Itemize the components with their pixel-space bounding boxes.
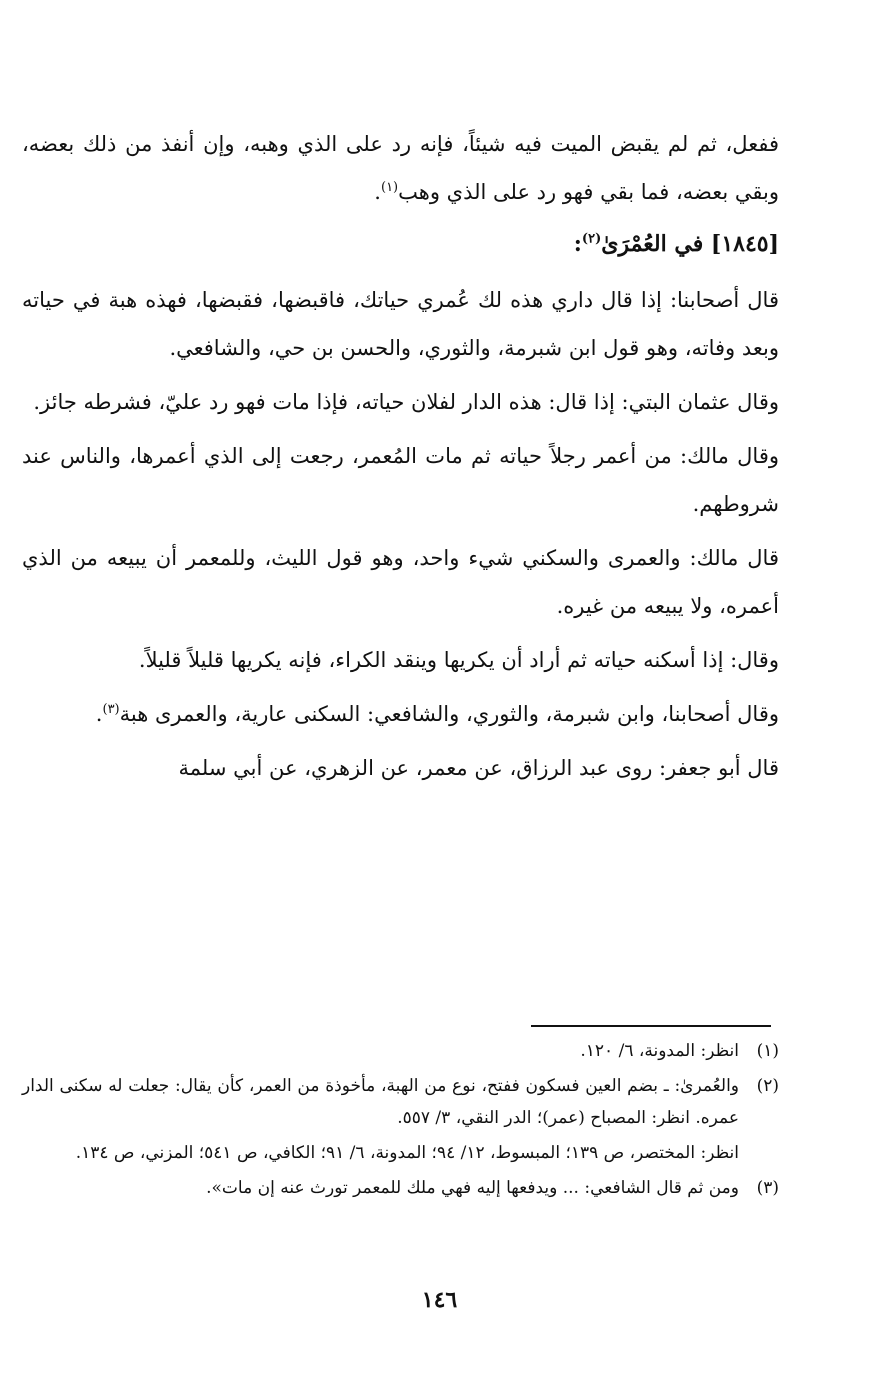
punctuation: : [573,231,582,257]
footnote-ref: (١) [380,180,399,195]
footnote-ref: (٣) [102,702,120,717]
paragraph [22,690,779,738]
page-number: ١٤٦ [421,1287,458,1313]
punctuation: . [374,180,381,204]
footnote-text: انظر: المدونة، ٦/ ١٢٠. [580,1041,739,1061]
footnote [22,1035,779,1067]
footnote [22,1137,779,1169]
footnote-text: ومن ثم قال الشافعي: ... ويدفعها إليه فهي ملك للمعمر تورث عنه إن مات». [206,1178,739,1198]
footnote-number: (٢) [756,1076,779,1096]
paragraph: قال مالك: والعمرى والسكني شيء واحد، وهو قول الليث، وللمعمر أن يبيعه من الذي أعمره، ولا يبيعه من غيره. [22,546,779,618]
paragraph: وقال عثمان البتي: إذا قال: هذه الدار لفلان حياته، فإذا مات فهو رد عليّ، فشرطه جائز. [33,390,779,414]
footnote-divider [531,1025,771,1027]
main-text [22,120,779,792]
footnote [22,1172,779,1204]
heading-text: [١٨٤٥] في العُمْرَىٰ [601,231,779,257]
paragraph: وقال: إذا أسكنه حياته ثم أراد أن يكريها وينقد الكراء، فإنه يكريها قليلاً قليلاً. [138,648,779,672]
punctuation: . [95,702,103,726]
footnote-text: انظر: المختصر، ص ١٣٩؛ المبسوط، ١٢/ ٩٤؛ المدونة، ٦/ ٩١؛ الكافي، ص ٥٤١؛ المزني، ص ١٣٤. [75,1143,739,1163]
section-heading [22,220,779,268]
footnote-number: (٣) [756,1178,779,1198]
paragraph [22,120,779,216]
paragraph-text: وقال أصحابنا، وابن شبرمة، والثوري، والشافعي: السكنى عارية، والعمرى هبة [119,702,779,726]
footnote-number: (١) [756,1041,779,1061]
footnote-ref: (٢) [581,231,602,247]
paragraph: قال أبو جعفر: روى عبد الرزاق، عن معمر، عن الزهري، عن أبي سلمة [178,756,779,780]
footnotes [22,1035,779,1204]
paragraph: وقال مالك: من أعمر رجلاً حياته ثم مات المُعمر، رجعت إلى الذي أعمرها، والناس عند شروطهم. [22,444,779,516]
paragraph-text: ففعل، ثم لم يقبض الميت فيه شيئاً، فإنه رد على الذي وهبه، وإن أنفذ من ذلك بعضه، وبقي بعضه، فما بقي فهو رد على الذي وهب [22,132,779,204]
footnote-text: والعُمرىٰ: ـ بضم العين فسكون ففتح، نوع من الهبة، مأخوذة من العمر، كأن يقال: جعلت له سكنى الدار عمره. انظر: المصباح (عمر)؛ الدر النقي، ٣/ ٥٥٧. [22,1076,739,1128]
footnote-number [739,1137,779,1169]
footnote [22,1070,779,1134]
paragraph: قال أصحابنا: إذا قال داري هذه لك عُمري حياتك، فاقبضها، فقبضها، فهذه هبة في حياته وبعد وفاته، وهو قول ابن شبرمة، والثوري، والحسن بن حي، والشافعي. [22,288,779,360]
